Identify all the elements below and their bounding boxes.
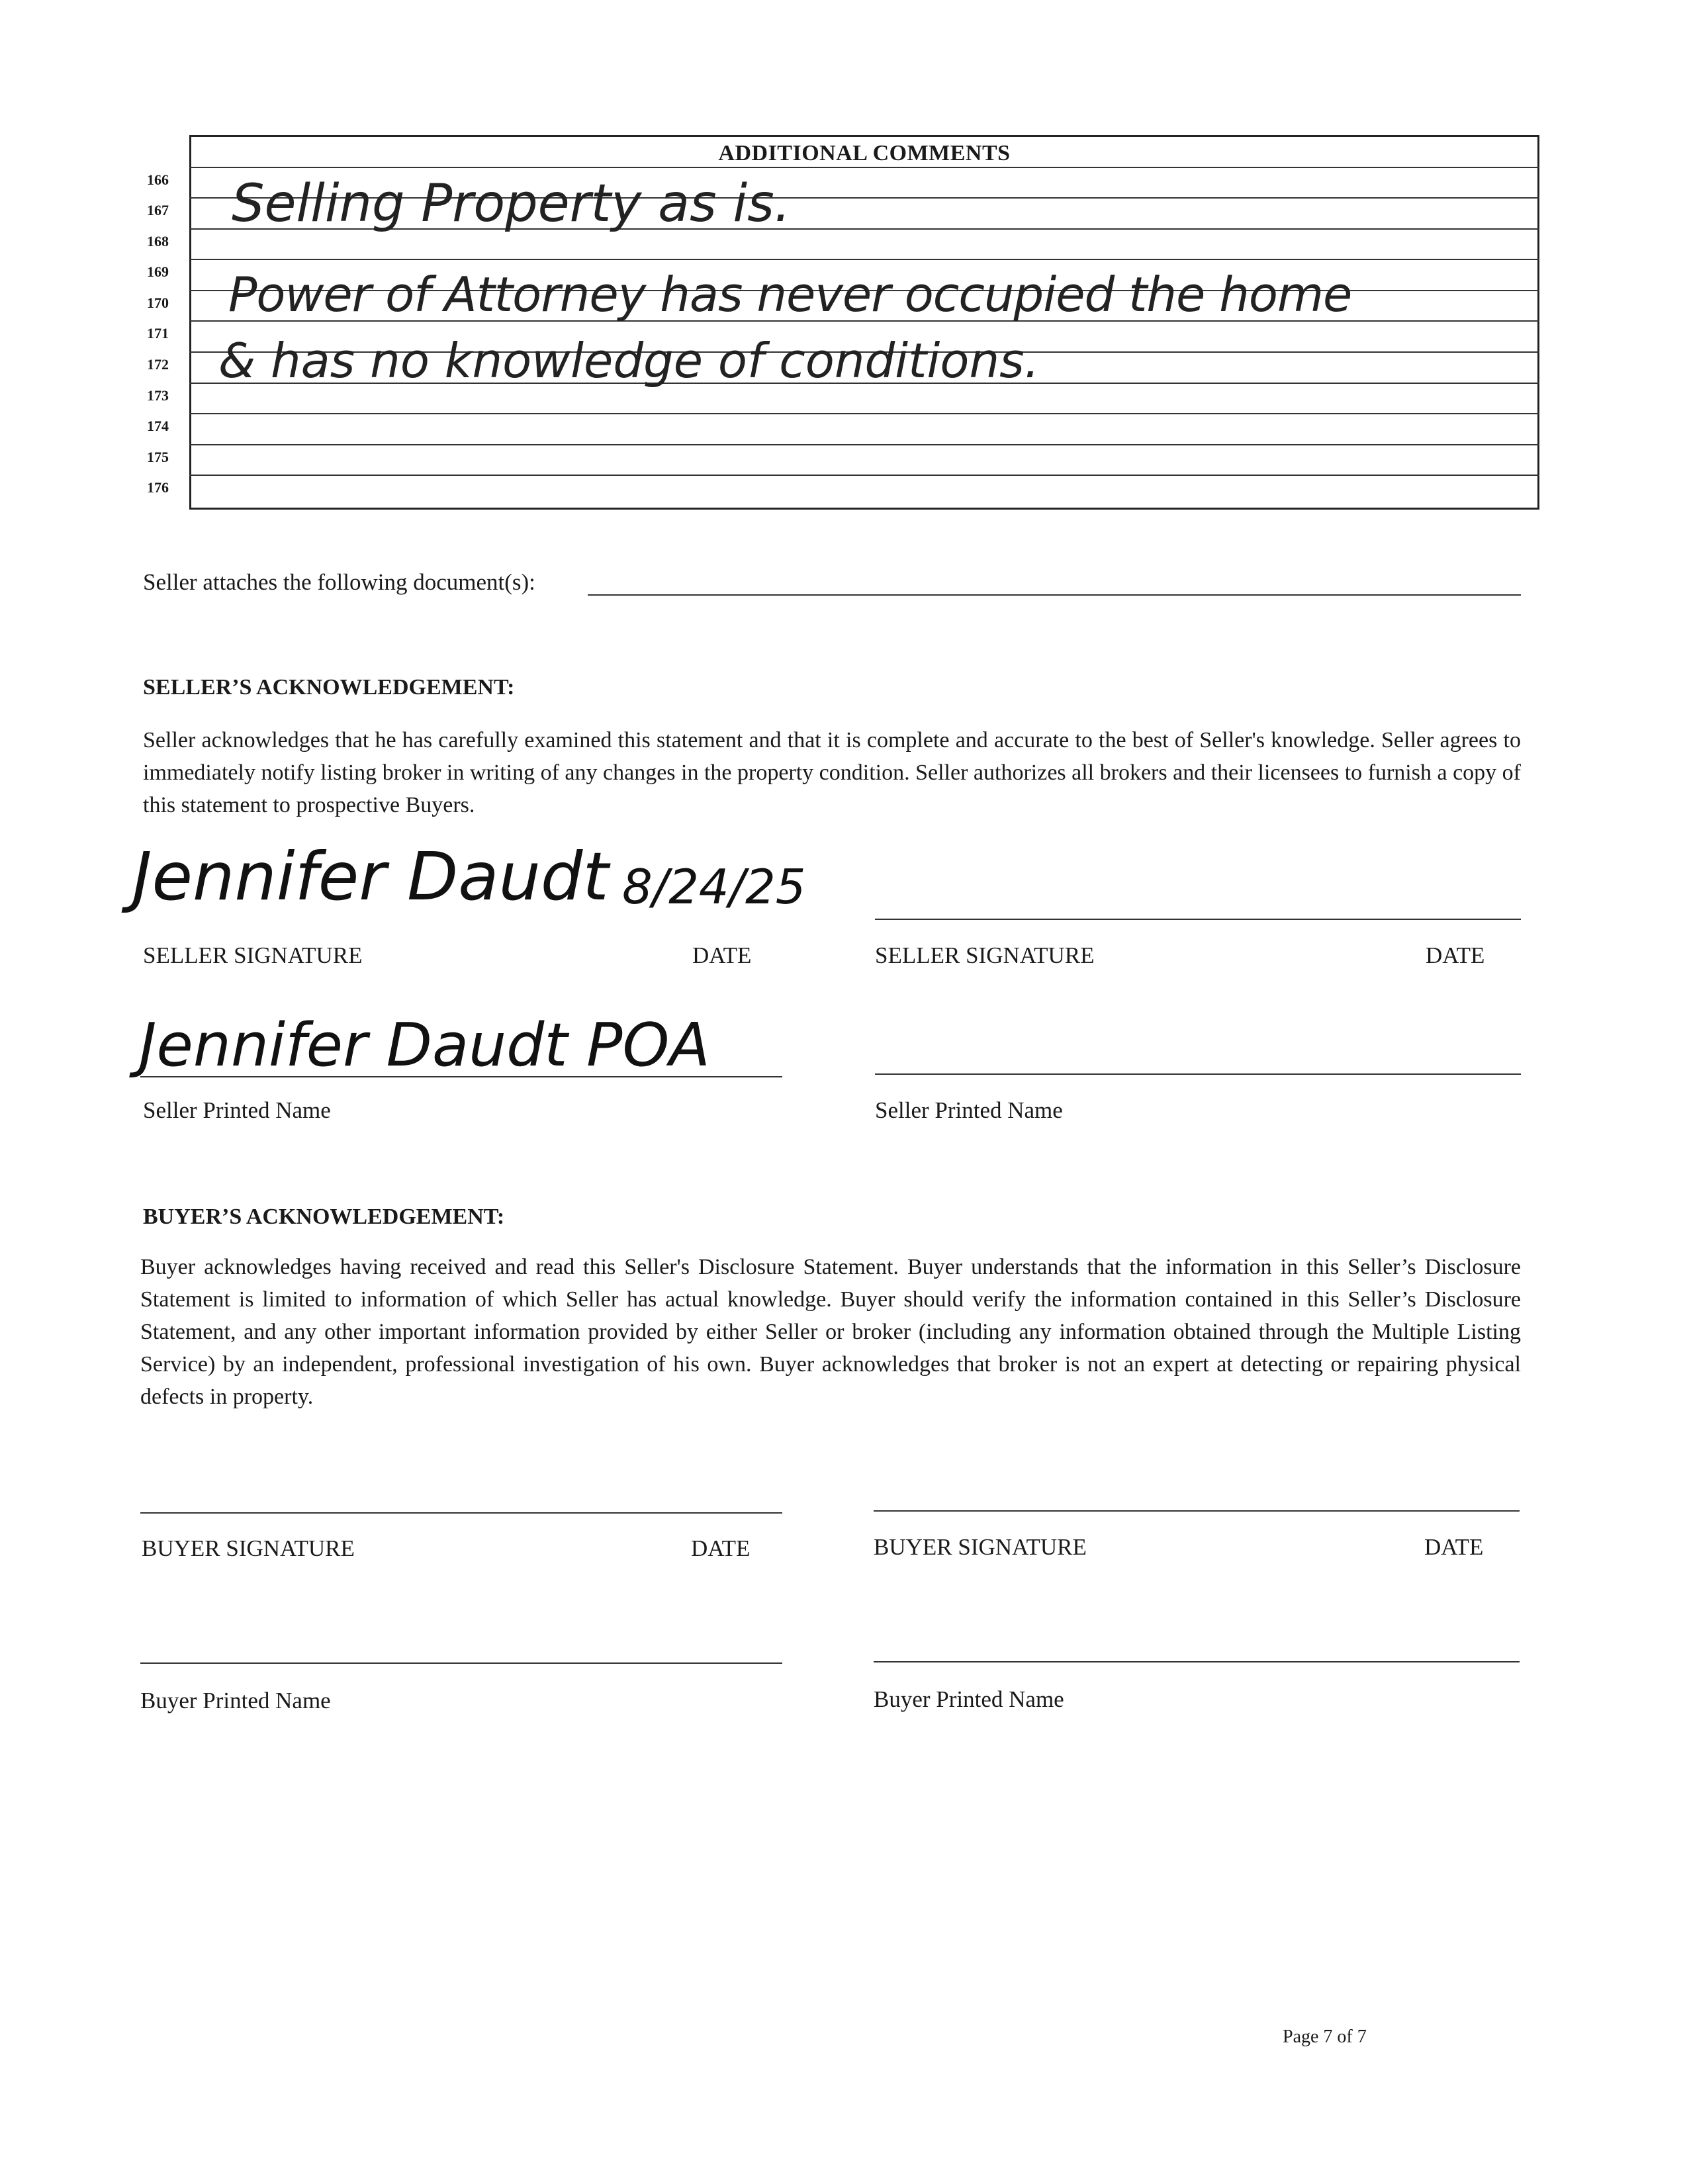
line-number: 170: [147, 295, 169, 311]
comments-row-line: [189, 259, 1539, 260]
comments-row-line: [189, 413, 1539, 414]
line-number: 171: [147, 325, 169, 341]
seller-printed-name-line[interactable]: [140, 1076, 782, 1077]
handwritten-comment-line: Selling Property as is.: [232, 174, 791, 234]
buyer-signature-line[interactable]: [140, 1512, 782, 1514]
buyer-signature-label: BUYER SIGNATURE: [142, 1535, 355, 1561]
line-number: 174: [147, 418, 169, 434]
seller-date-2-label: DATE: [1426, 942, 1485, 968]
seller-ack-heading: SELLER’S ACKNOWLEDGEMENT:: [143, 675, 515, 700]
line-number: 176: [147, 479, 169, 496]
seller-printed-name-handwritten: Jennifer Daudt POA: [139, 1011, 710, 1080]
line-number: 167: [147, 202, 169, 218]
seller-signature-label: SELLER SIGNATURE: [143, 942, 363, 968]
line-number: 166: [147, 171, 169, 188]
buyer-printed-name-line[interactable]: [140, 1662, 782, 1664]
seller-signature-2-line[interactable]: [875, 919, 1521, 920]
seller-date-label: DATE: [692, 942, 752, 968]
seller-signature-2-label: SELLER SIGNATURE: [875, 942, 1095, 968]
seller-printed-name-2-label: Seller Printed Name: [875, 1097, 1063, 1123]
seller-signature-handwritten: Jennifer Daudt: [132, 838, 609, 915]
buyer-ack-heading: BUYER’S ACKNOWLEDGEMENT:: [143, 1205, 505, 1229]
comments-title: ADDITIONAL COMMENTS: [718, 141, 1011, 165]
line-number: 172: [147, 356, 169, 373]
seller-printed-name-label: Seller Printed Name: [143, 1097, 331, 1123]
handwritten-comment-line: Power of Attorney has never occupied the home: [228, 267, 1352, 322]
line-number: 168: [147, 233, 169, 250]
buyer-printed-name-2-line[interactable]: [874, 1661, 1520, 1662]
buyer-printed-name-label: Buyer Printed Name: [140, 1688, 331, 1713]
attachments-line[interactable]: [588, 594, 1521, 596]
buyer-signature-2-line[interactable]: [874, 1510, 1520, 1512]
buyer-ack-text: Buyer acknowledges having received and read this Seller's Disclosure Statement. Buyer understands that the information in this Seller’s Disclosure Statement is limited to information of which Seller has actual knowledge. Buyer should verify the information contained in this Seller’s Disclosure Statement, and any other important information provided by either Seller or broker (including any information obtained through the Multiple Listing Service) by an independent, professional investigation of his own. Buyer acknowledges that broker is not an expert at detecting or repairing physical defects in property.: [140, 1255, 1521, 1409]
seller-date-handwritten: 8/24/25: [622, 859, 806, 915]
comments-row-line: [189, 167, 1539, 168]
seller-ack-text: Seller acknowledges that he has carefully examined this statement and that it is complete and accurate to the best of Seller's knowledge. Seller agrees to immediately notify listing broker in writing of any changes in the property condition. Seller authorizes all brokers and their licensees to furnish a copy of this statement to prospective Buyers.: [143, 728, 1521, 817]
handwritten-comment-line: & has no knowledge of conditions.: [218, 333, 1040, 388]
page-number: Page 7 of 7: [1283, 2026, 1367, 2047]
line-number: 175: [147, 449, 169, 465]
attachments-label: Seller attaches the following document(s):: [143, 569, 535, 595]
comments-row-line: [189, 444, 1539, 445]
buyer-printed-name-2-label: Buyer Printed Name: [874, 1686, 1064, 1712]
line-number: 173: [147, 387, 169, 404]
line-number: 169: [147, 263, 169, 280]
buyer-date-2-label: DATE: [1424, 1534, 1484, 1560]
seller-printed-name-2-line[interactable]: [875, 1073, 1521, 1075]
buyer-date-label: DATE: [691, 1535, 751, 1561]
comments-row-line: [189, 475, 1539, 476]
buyer-signature-2-label: BUYER SIGNATURE: [874, 1534, 1087, 1560]
